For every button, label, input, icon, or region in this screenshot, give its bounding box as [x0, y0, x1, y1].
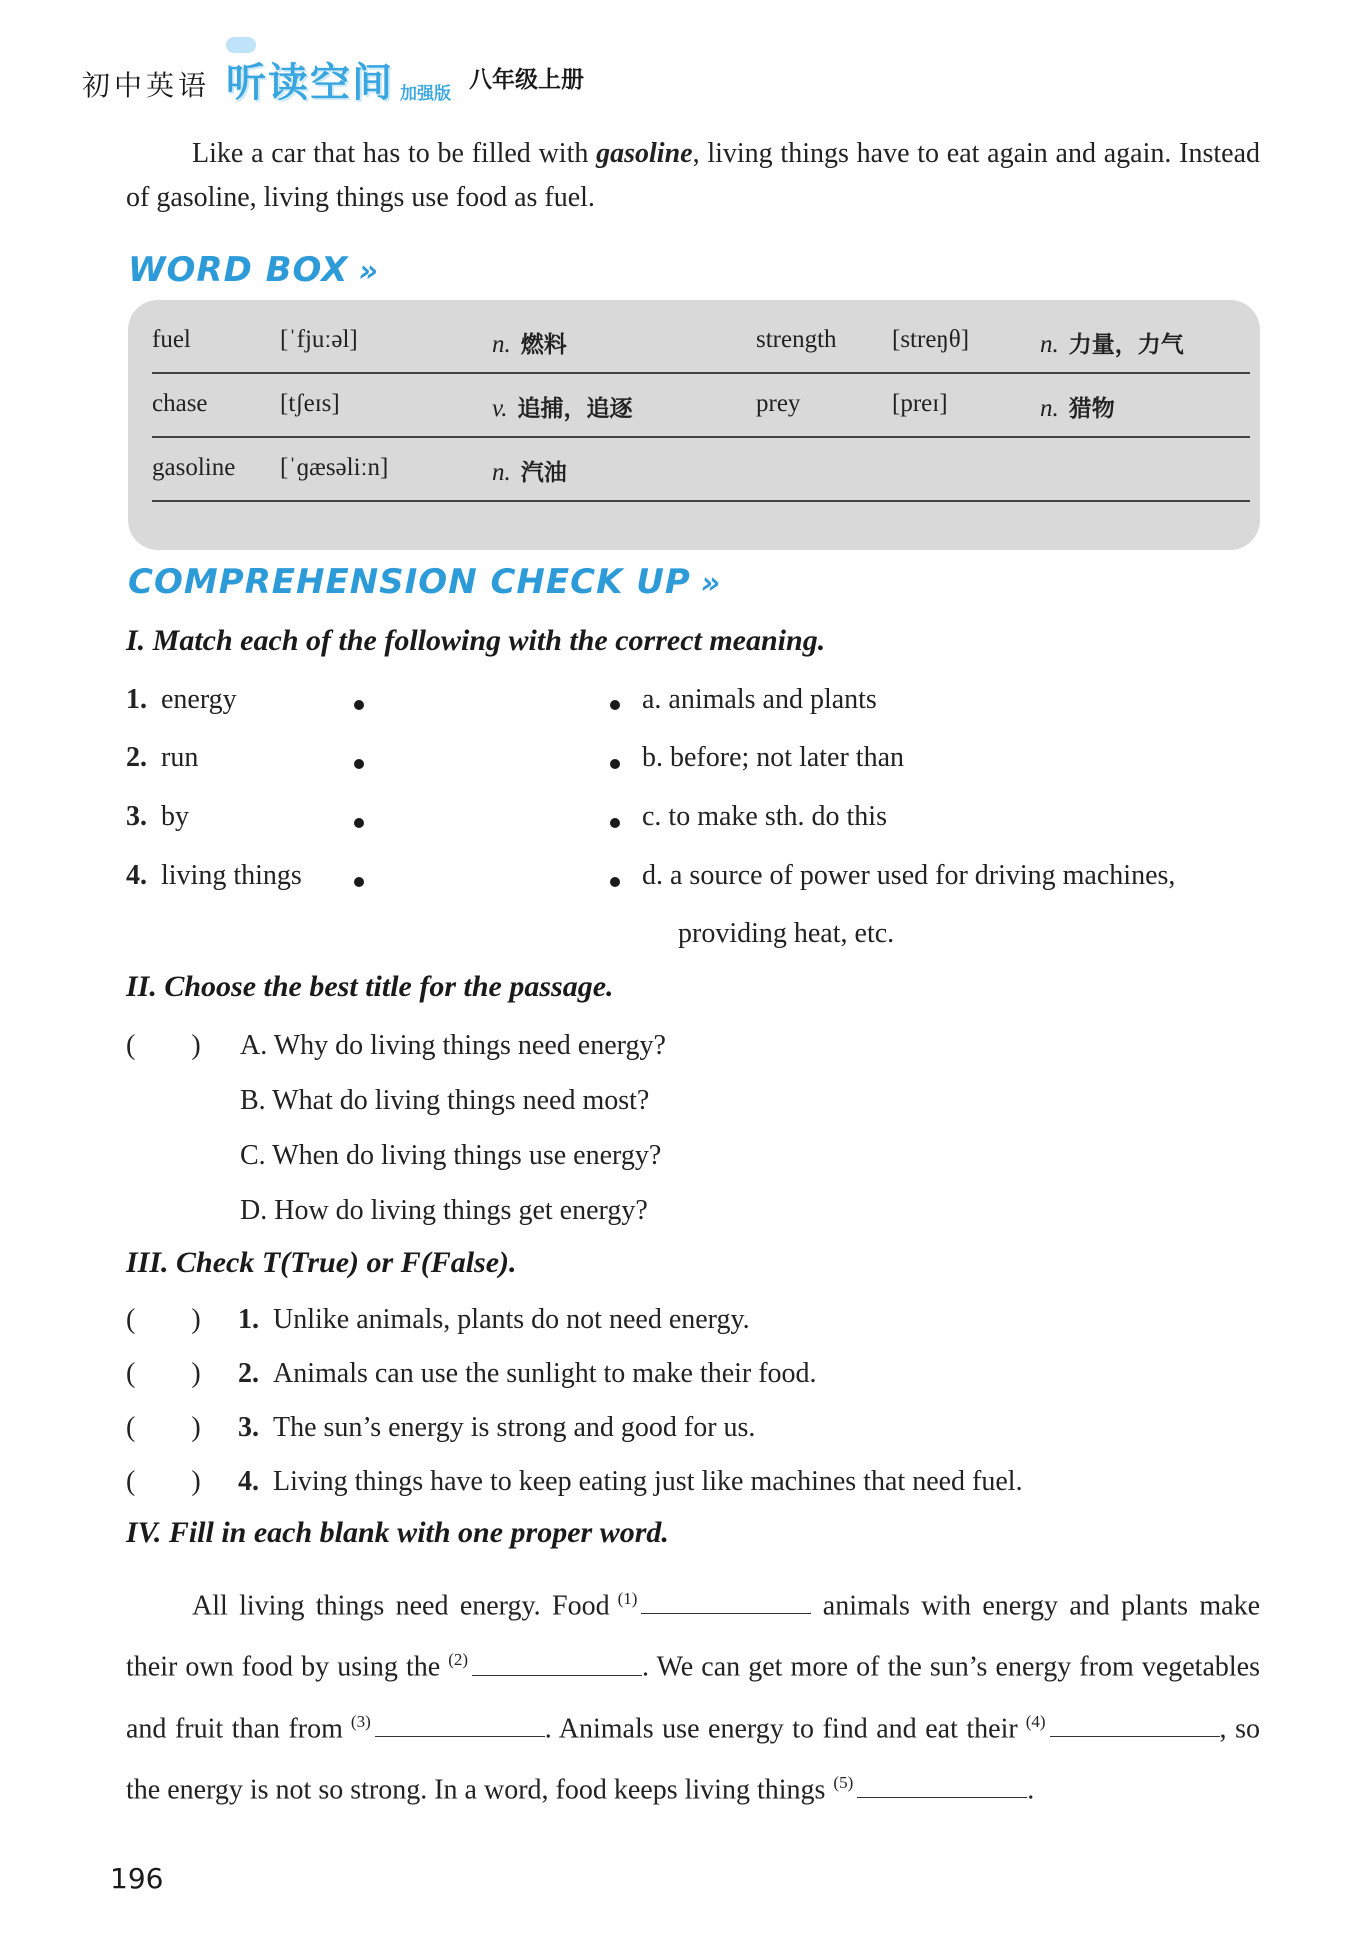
page-number: 196	[110, 1862, 164, 1895]
part2-title: II. Choose the best title for the passage.	[126, 970, 614, 1003]
blank-marker: (4)	[1025, 1711, 1046, 1731]
item-number: 3.	[238, 1412, 259, 1443]
item-number: 2.	[238, 1358, 259, 1389]
item-number: 1.	[238, 1304, 259, 1335]
book-title-text: 听读空间	[226, 60, 395, 106]
part4-title: IV. Fill in each blank with one proper word.	[126, 1516, 669, 1549]
word-box-row	[152, 308, 1250, 374]
match-dot-left[interactable]	[354, 818, 364, 828]
meaning: 力量，力气	[1068, 332, 1184, 358]
word: gasoline	[152, 454, 236, 481]
definition	[492, 326, 567, 359]
word-box	[128, 300, 1260, 550]
intro-keyword: gasoline	[596, 138, 693, 169]
answer-parentheses[interactable]: ( )	[126, 1412, 201, 1443]
item-text: energy	[161, 684, 237, 715]
match-dot-left[interactable]	[354, 877, 364, 887]
item-number: 2.	[126, 742, 147, 773]
phonetic: [streŋθ]	[892, 326, 970, 353]
phonetic: [ˈfjuːəl]	[280, 326, 358, 353]
blank-marker: (3)	[350, 1711, 371, 1731]
match-dot-left[interactable]	[354, 759, 364, 769]
match-right-item: d. a source of power used for driving machines,	[642, 860, 1176, 891]
match-dot-left[interactable]	[354, 700, 364, 710]
option-a: A. Why do living things need energy?	[240, 1030, 666, 1061]
part-of-speech: n.	[1040, 331, 1059, 358]
option-b: B. What do living things need most?	[240, 1085, 650, 1116]
edition-label: 加强版	[400, 84, 452, 104]
word: fuel	[152, 326, 191, 353]
double-arrow-icon: »	[700, 566, 722, 601]
passage-text: , so the energy is not so strong. In a word, food keeps living things	[126, 1712, 1260, 1806]
grade-label: 八年级上册	[469, 67, 585, 93]
part-of-speech: n.	[1040, 395, 1059, 422]
item-text: by	[161, 801, 189, 832]
blank-marker: (2)	[448, 1650, 469, 1670]
intro-paragraph	[126, 132, 1260, 220]
phonetic: [ˈɡæsəliːn]	[280, 454, 389, 481]
word: prey	[756, 390, 801, 417]
phonetic: [tʃeɪs]	[280, 390, 340, 417]
word: chase	[152, 390, 208, 417]
tf-statement	[238, 1302, 750, 1338]
answer-blank-3[interactable]	[375, 1708, 545, 1737]
statement-text: Living things have to keep eating just like machines that need fuel.	[273, 1466, 1023, 1497]
option-c: C. When do living things use energy?	[240, 1140, 662, 1171]
match-left-item	[126, 858, 302, 894]
intro-text-after: , living things have to eat again and again. Instead of gasoline, living things use food as fuel.	[126, 138, 1260, 213]
book-header	[82, 44, 584, 104]
tf-statement	[238, 1356, 817, 1392]
definition	[1040, 390, 1115, 423]
answer-blank-5[interactable]	[857, 1769, 1027, 1798]
item-number: 1.	[126, 684, 147, 715]
answer-parentheses[interactable]: ( )	[126, 1358, 201, 1389]
passage-text: . We can get more of the sun’s energy from vegetables and fruit than from	[126, 1651, 1260, 1744]
answer-parentheses[interactable]: ( )	[126, 1466, 201, 1497]
match-dot-right[interactable]	[610, 700, 620, 710]
match-left-item	[126, 799, 189, 835]
statement-text: The sun’s energy is strong and good for us.	[273, 1412, 756, 1443]
match-dot-right[interactable]	[610, 818, 620, 828]
match-right-item-continued: providing heat, etc.	[678, 918, 895, 949]
item-number: 3.	[126, 801, 147, 832]
tf-statement	[238, 1410, 755, 1446]
word-box-title: WORD BOX	[128, 250, 349, 290]
fill-in-paragraph	[126, 1572, 1260, 1817]
passage-text: .	[1027, 1774, 1035, 1806]
part-of-speech: n.	[492, 459, 511, 486]
match-left-item	[126, 740, 198, 776]
item-number: 4.	[238, 1466, 259, 1497]
answer-parentheses[interactable]: ( )	[126, 1030, 201, 1061]
statement-text: Animals can use the sunlight to make their food.	[273, 1358, 817, 1389]
answer-blank-4[interactable]	[1050, 1708, 1220, 1737]
statement-text: Unlike animals, plants do not need energy.	[273, 1304, 750, 1335]
definition	[1040, 326, 1184, 359]
series-name: 初中英语	[82, 69, 211, 102]
answer-blank-1[interactable]	[641, 1585, 811, 1614]
passage-text: . Animals use energy to find and eat their	[544, 1712, 1018, 1744]
meaning: 汽油	[520, 460, 567, 486]
part3-title: III. Check T(True) or F(False).	[126, 1246, 517, 1279]
tf-statement	[238, 1464, 1023, 1500]
passage-text: All living things need energy. Food	[192, 1590, 610, 1622]
match-dot-right[interactable]	[610, 877, 620, 887]
word: strength	[756, 326, 837, 353]
match-dot-right[interactable]	[610, 759, 620, 769]
word-box-row	[152, 436, 1250, 502]
meaning: 追捕，追逐	[517, 396, 633, 422]
comprehension-title: COMPREHENSION CHECK UP	[128, 562, 691, 602]
definition	[492, 454, 567, 487]
phonetic: [preɪ]	[892, 390, 948, 417]
blank-marker: (5)	[833, 1772, 854, 1792]
word-box-heading	[128, 250, 379, 290]
answer-parentheses[interactable]: ( )	[126, 1304, 201, 1335]
passage-text: animals with energy and plants make their own food by using the	[126, 1590, 1261, 1683]
cloud-icon	[226, 37, 256, 53]
comprehension-heading	[128, 562, 721, 602]
word-box-row	[152, 372, 1250, 438]
part-of-speech: v.	[492, 395, 508, 422]
meaning: 燃料	[520, 332, 567, 358]
definition	[492, 390, 633, 423]
match-right-item: c. to make sth. do this	[642, 801, 887, 832]
match-left-item	[126, 682, 237, 718]
match-right-item: a. animals and plants	[642, 684, 877, 715]
item-number: 4.	[126, 860, 147, 891]
double-arrow-icon: »	[358, 254, 379, 289]
answer-blank-2[interactable]	[472, 1647, 642, 1676]
part1-title: I. Match each of the following with the correct meaning.	[126, 624, 826, 657]
item-text: run	[161, 742, 199, 773]
blank-marker: (1)	[617, 1589, 638, 1608]
part-of-speech: n.	[492, 331, 511, 358]
match-right-item: b. before; not later than	[642, 742, 905, 773]
book-title	[226, 51, 394, 108]
meaning: 猎物	[1068, 396, 1115, 422]
intro-text-before: Like a car that has to be filled with	[192, 138, 597, 169]
option-d: D. How do living things get energy?	[240, 1195, 648, 1226]
item-text: living things	[161, 860, 302, 891]
